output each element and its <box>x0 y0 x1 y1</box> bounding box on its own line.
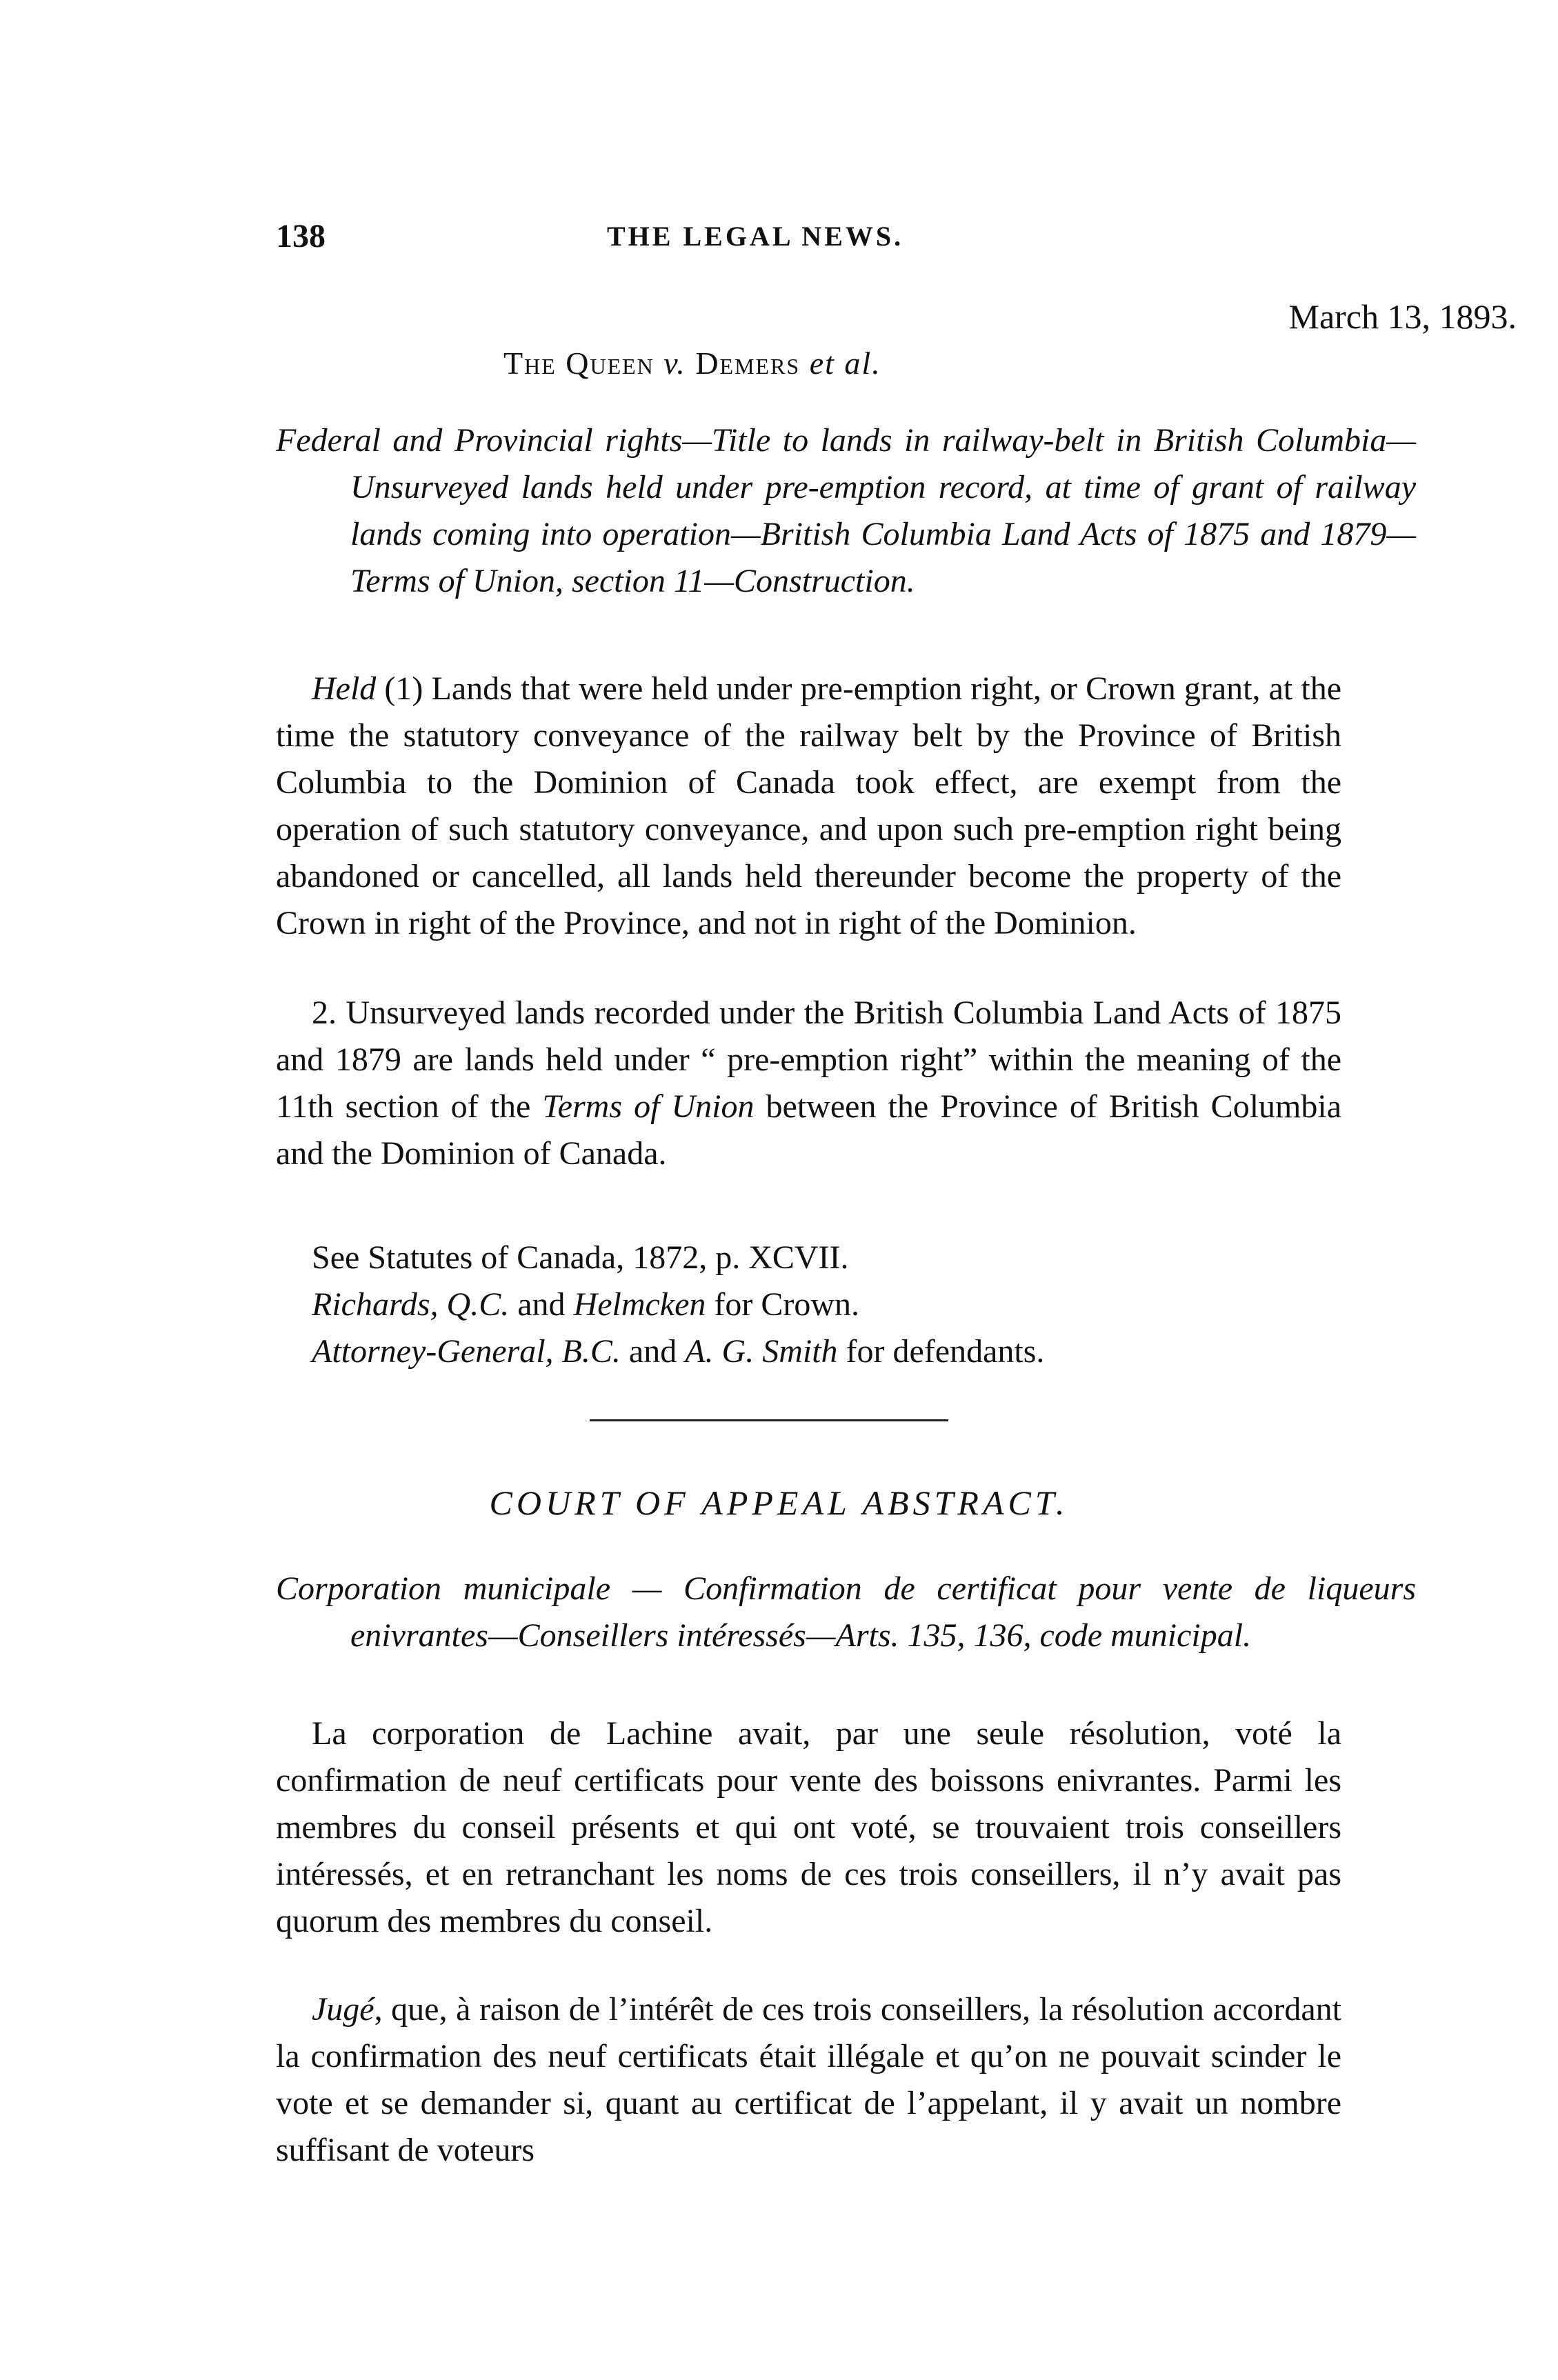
abstract-paragraph-2 <box>276 1986 1341 2174</box>
counsel-defendants-name2: A. G. Smith <box>685 1333 838 1370</box>
abstract-paragraph-1: La corporation de Lachine avait, par une seule résolution, voté la confirmation de neuf certificats pour vente des boissons enivrantes. Parmi les membres du conseil présents et qui ont voté, se trouvaient trois conseillers intéressés, et en retranchant les noms de ces trois conseillers, il n’y avait pas quorum des membres du conseil. <box>276 1715 1341 1939</box>
section-divider <box>590 1419 948 1421</box>
section-heading: COURT OF APPEAL ABSTRACT. <box>489 1483 1069 1522</box>
counsel-crown-name: Richards, Q.C. <box>312 1286 510 1323</box>
case-title <box>503 345 881 381</box>
page-header <box>276 217 1352 259</box>
holding-2-text-b: between the Province of British Columbia and the Dominion of Canada. <box>276 1088 1342 1172</box>
counsel-crown-name2: Helmcken <box>573 1286 706 1323</box>
counsel-defendants-and: and <box>620 1333 686 1370</box>
abstract-paragraph-2-text: , que, à raison de l’intérêt de ces trois conseillers, la résolution accordant la confirmation des neuf certificats était illégale et qu’on ne pouvait scinder le vote et se demander si, quant au certificat de l’appelant, il y avait un nombre suffisant de voteurs <box>276 1991 1341 2168</box>
counsel-crown-and: and <box>509 1286 574 1323</box>
holding-2-terms-of-union: Terms of Union <box>542 1088 755 1125</box>
statute-citation: See Statutes of Canada, 1872, p. XCVII. <box>312 1239 849 1276</box>
counsel-crown-rest: for Crown. <box>706 1286 860 1323</box>
case-title-party2: Demers <box>695 346 801 381</box>
holding-paragraph-2 <box>276 990 1341 1177</box>
juge-label: Jugé <box>312 1991 374 2028</box>
issue-date: March 13, 1893. <box>1288 297 1517 336</box>
counsel-defendants <box>312 1328 1346 1375</box>
page-number: 138 <box>276 218 326 254</box>
case-title-v: v. <box>663 346 686 381</box>
case-title-party1: The Queen <box>503 346 655 381</box>
running-head: THE LEGAL NEWS. <box>607 221 904 252</box>
held-text: (1) Lands that were held under pre-emption right, or Crown grant, at the time the statutory conveyance of the railway belt by the Province of British Columbia to the Dominion of Canada took effect, are exempt from the operation of such statutory conveyance, and upon such pre-emption right being abandoned or cancelled, all lands held thereunder become the property of the Crown in right of the Province, and not in right of the Dominion. <box>276 670 1341 941</box>
held-label: Held <box>312 670 377 707</box>
abstract-headnote: Corporation municipale — Confirmation de certificat pour vente de liqueurs enivrantes—Conseillers intéressés—Arts. 135, 136, code municipal. <box>276 1570 1416 1654</box>
counsel-defendants-name: Attorney-General, B.C. <box>312 1333 621 1370</box>
holding-2-text-a: 2. Unsurveyed lands recorded under the British Columbia Land Acts of 1875 and 1879 are lands held under “ pre-emption right” within the meaning of the 11th section of the <box>276 994 1341 1125</box>
counsel-defendants-rest: for defendants. <box>837 1333 1045 1370</box>
held-paragraph <box>276 666 1341 947</box>
case-headnote: Federal and Provincial rights—Title to lands in railway-belt in British Columbia—Unsurveyed lands held under pre-emption record, at time of grant of railway lands coming into operation—British Columbia Land Acts of 1875 and 1879—Terms of Union, section 11—Construction. <box>276 422 1416 599</box>
counsel-crown <box>312 1281 1346 1328</box>
case-title-etal: et al. <box>809 346 881 381</box>
